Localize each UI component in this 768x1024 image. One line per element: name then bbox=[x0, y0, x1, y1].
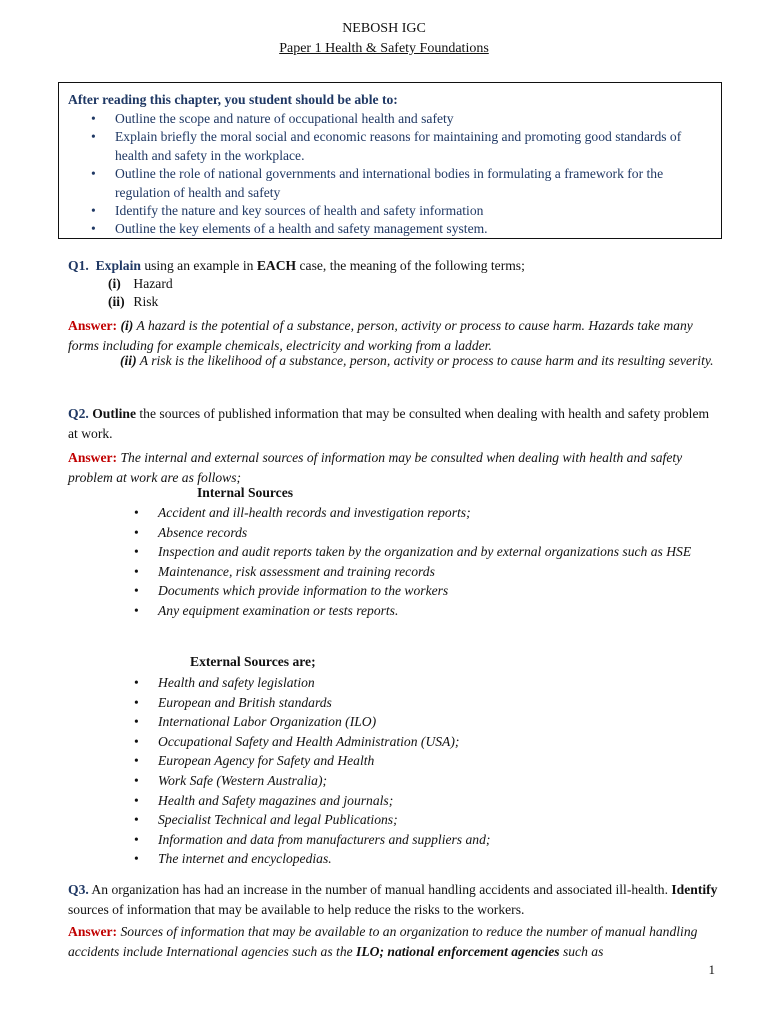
objective-item: • Outline the key elements of a health and safety management system. bbox=[59, 220, 719, 238]
q1-answer-ii: (ii) A risk is the likelihood of a substance, person, activity or process to cause harm and its resulting severity. bbox=[120, 353, 714, 368]
q1-term-1: (i) Hazard bbox=[108, 276, 173, 291]
q3-answer: Answer: Sources of information that may be available to an organization to reduce the number of manual handling accidents include International agencies such as the ILO; national enforcement agencies such as bbox=[68, 924, 698, 959]
list-item: • Health and safety legislation bbox=[128, 673, 718, 693]
list-item: • Any equipment examination or tests reports. bbox=[128, 601, 718, 621]
list-item: • The internet and encyclopedias. bbox=[128, 849, 718, 869]
list-item: • Work Safe (Western Australia); bbox=[128, 771, 718, 791]
objectives-intro: After reading this chapter, you student should be able to: bbox=[68, 92, 398, 107]
learning-objectives-box bbox=[58, 82, 722, 239]
external-sources-list bbox=[128, 673, 718, 869]
list-item: • European and British standards bbox=[128, 693, 718, 713]
objective-item: • Identify the nature and key sources of health and safety information bbox=[59, 202, 719, 220]
objective-item: • Outline the role of national governments and international bodies in formulating a framework for the regulation of health and safety bbox=[59, 165, 719, 202]
internal-sources-heading: Internal Sources bbox=[197, 485, 294, 500]
list-item: • Information and data from manufacturers and suppliers and; bbox=[128, 830, 718, 850]
objective-item: • Outline the scope and nature of occupational health and safety bbox=[59, 110, 719, 128]
list-item: • Inspection and audit reports taken by the organization and by external organizations such as HSE bbox=[128, 542, 718, 562]
external-sources-heading: External Sources are; bbox=[190, 654, 316, 669]
objectives-list bbox=[59, 110, 719, 239]
list-item: • Health and Safety magazines and journals; bbox=[128, 791, 718, 811]
q1-text-a: using an example in bbox=[140, 258, 257, 273]
list-item: • Specialist Technical and legal Publications; bbox=[128, 810, 718, 830]
q1-emphasis: EACH bbox=[256, 258, 297, 273]
internal-sources-list bbox=[128, 503, 718, 621]
list-item: • Maintenance, risk assessment and training records bbox=[128, 562, 718, 582]
answer-label: Answer: bbox=[68, 318, 118, 333]
q1-number: Q1. bbox=[68, 258, 89, 273]
question-1 bbox=[68, 256, 718, 276]
q1-term-2: (ii) Risk bbox=[108, 294, 159, 309]
q1-answer-i: Answer: (i) A hazard is the potential of a substance, person, activity or process to cause harm. Hazards take many forms including for example chemicals, electricity and working from a ladder. bbox=[68, 318, 693, 353]
list-item: • European Agency for Safety and Health bbox=[128, 751, 718, 771]
page-number: 1 bbox=[708, 962, 715, 977]
question-2: Q2. Outline the sources of published information that may be consulted when dealing with health and safety problem at work. bbox=[68, 406, 710, 441]
q1-verb: Explain bbox=[95, 258, 141, 273]
document-title: NEBOSH IGC bbox=[342, 21, 426, 36]
list-item: • International Labor Organization (ILO) bbox=[128, 712, 718, 732]
list-item: • Accident and ill-health records and investigation reports; bbox=[128, 503, 718, 523]
q2-answer: Answer: The internal and external sources of information may be consulted when dealing with health and safety problem at work are as follows; bbox=[68, 450, 683, 485]
q1-text-b: case, the meaning of the following terms; bbox=[296, 258, 525, 273]
document-subtitle: Paper 1 Health & Safety Foundations bbox=[279, 41, 489, 56]
list-item: • Documents which provide information to the workers bbox=[128, 581, 718, 601]
list-item: • Absence records bbox=[128, 523, 718, 543]
objective-item: • Explain briefly the moral social and economic reasons for maintaining and promoting good standards of health and safety in the workplace. bbox=[59, 128, 719, 165]
list-item: • Occupational Safety and Health Administration (USA); bbox=[128, 732, 718, 752]
question-3: Q3. An organization has had an increase in the number of manual handling accidents and associated ill-health. Identify sources of information that may be available to help reduce the risks to the workers. bbox=[68, 882, 718, 917]
